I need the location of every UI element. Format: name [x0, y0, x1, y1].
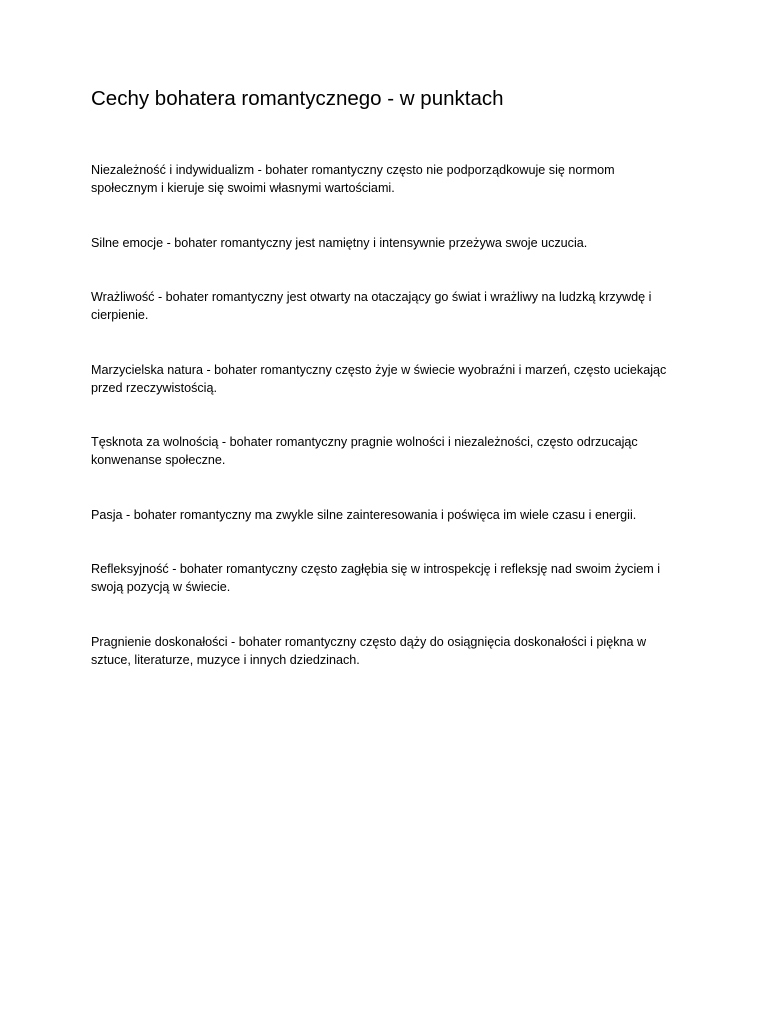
list-item: Niezależność i indywidualizm - bohater romantyczny często nie podporządkowuje się normom społecznym i kieruje się swoimi własnymi wartościami.: [91, 163, 615, 196]
list-item: Pasja - bohater romantyczny ma zwykle silne zainteresowania i poświęca im wiele czasu i energii.: [91, 507, 637, 522]
list-item: Marzycielska natura - bohater romantyczny często żyje w świecie wyobraźni i marzeń, często uciekając przed rzeczywistością.: [91, 362, 667, 395]
list-item: Wrażliwość - bohater romantyczny jest otwarty na otaczający go świat i wrażliwy na ludzką krzywdę i cierpienie.: [91, 289, 652, 323]
trait-list: [91, 161, 681, 669]
page-title: Cechy bohatera romantycznego - w punktach: [91, 87, 504, 110]
list-item: Silne emocje - bohater romantyczny jest namiętny i intensywnie przeżywa swoje uczucia.: [91, 235, 588, 250]
list-item: Tęsknota za wolnością - bohater romantyczny pragnie wolności i niezależności, często odrzucając konwenanse społeczne.: [91, 435, 638, 468]
document-content: [91, 84, 681, 705]
list-item: Refleksyjność - bohater romantyczny często zagłębia się w introspekcję i refleksję nad swoim życiem i swoją pozycją w świecie.: [91, 562, 661, 595]
list-item: Pragnienie doskonałości - bohater romantyczny często dąży do osiągnięcia doskonałości i piękna w sztuce, literaturze, muzyce i innych dziedzinach.: [91, 634, 647, 667]
